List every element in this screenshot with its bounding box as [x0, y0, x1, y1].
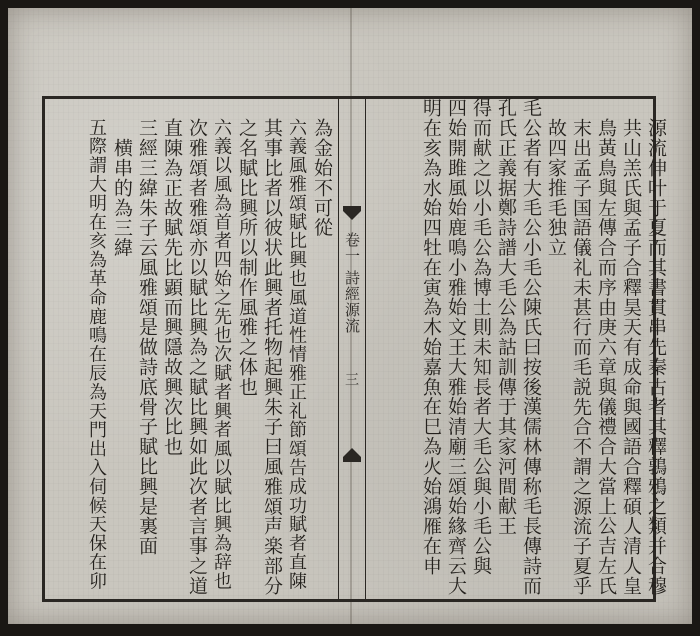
fish-tail-mark-top-icon: [343, 206, 361, 220]
fish-tail-mark-bottom-icon: [343, 448, 361, 462]
left-col-3: 其事比者以彼状此興者托物起興朱子曰風雅頌声楽部分: [261, 118, 283, 596]
left-col-5: 六義以風為首者四始之先也次賦者興者風以賦比興為辞也: [211, 118, 232, 591]
right-col-1: 源流伸叶于夏而其書貫串先秦古者其釋鶉鴉之類并合穆: [645, 118, 667, 596]
right-col-7: 孔氏正義据鄭詩譜大毛公為詁訓傳于其家河間献王: [495, 98, 517, 536]
right-col-6: 毛公者有大毛公小毛公陳氏曰按後漢儒林傳称毛長傳詩而: [520, 98, 542, 596]
right-col-8: 得而献之以小毛公為博士則未知長者大毛公與小毛公與: [470, 98, 492, 576]
center-margin-banxin: [338, 96, 366, 602]
right-col-4: 末出孟子国語儀礼未甚行而毛説先合不謂之源流子夏乎: [570, 118, 592, 596]
banxin-title: 卷一 詩經源流: [343, 232, 361, 334]
right-col-9: 四始開雎風始鹿鳴小雅始文王大雅始清廟三頌始緣齊云大: [445, 98, 467, 596]
left-col-1: 為金始不可從: [311, 118, 333, 238]
right-col-2: 共山羔氏與孟子合釋昊天有成命與國語合釋碩人清人皇: [620, 118, 642, 596]
left-col-9: 横串的為三緯: [111, 138, 133, 258]
left-col-4: 之名賦比興所以制作風雅之体也: [236, 118, 258, 397]
left-col-8: 三經三緯朱子云風雅頌是做詩底骨子賦比興是裏面: [136, 118, 158, 556]
right-col-3: 鳥黃鳥與左傳合而序由庚六章與儀禮合大當上公吉左氏: [595, 118, 617, 596]
left-col-2: 六義風雅頌賦比興也風道性情雅正礼節頌告成功賦者直陳: [286, 118, 307, 591]
right-col-5: 故四家推毛独立: [545, 118, 567, 258]
left-col-10: 五際謂大明在亥為革命鹿鳴在辰為天門出入伺候天保在卯: [86, 118, 107, 591]
banxin-page-number: 三: [343, 372, 359, 386]
left-col-6: 次雅頌者雅頌亦以賦比興為之賦比興如此次者言事之道: [186, 118, 208, 596]
right-col-10: 明在亥為水始四牡在寅為木始嘉魚在巳為火始鴻雁在申: [420, 98, 442, 576]
left-col-7: 直陳為正故賦先比顕而興隱故興次比也: [161, 118, 183, 457]
